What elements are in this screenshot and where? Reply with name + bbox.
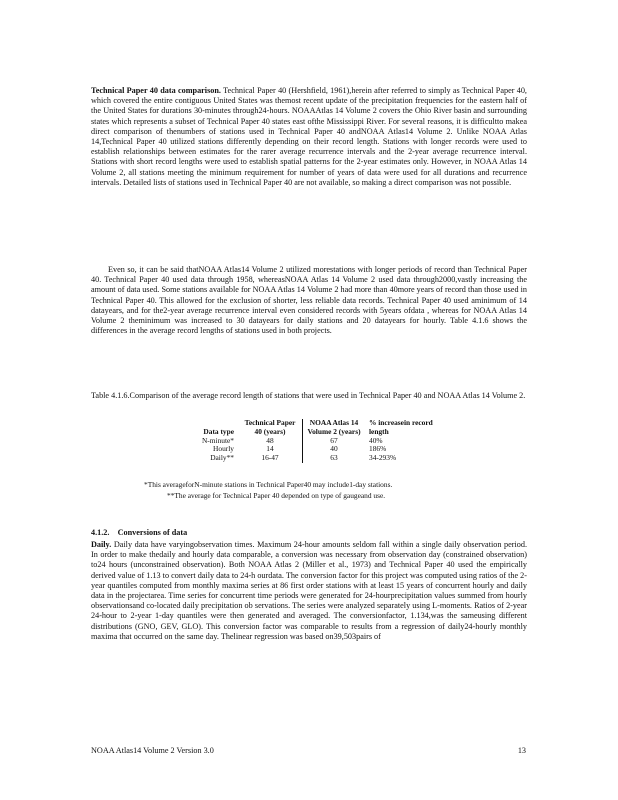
section-title-conversions: Conversions of data — [117, 528, 188, 537]
table-header-data-type: Data type — [203, 426, 234, 436]
table-cell: 67 — [330, 435, 338, 445]
table-header-noaa: NOAA Atlas 14 Volume 2 (years) — [307, 418, 361, 436]
table-cell: 16-47 — [238, 454, 303, 463]
table-cell: 40% — [369, 435, 383, 445]
table-cell: 48 — [238, 437, 303, 446]
table-header-tp40: Technical Paper 40 (years) — [238, 419, 303, 437]
section-title-tp40: Technical Paper 40 data comparison. — [91, 86, 221, 95]
section-heading-conversions — [91, 528, 187, 537]
table-cell: 186% — [369, 444, 387, 454]
table-header-row — [168, 419, 443, 437]
table-cell: 14 — [238, 445, 303, 454]
tp40-paragraph-1 — [91, 86, 527, 188]
tp40-paragraph-2: Even so, it can be said thatNOAA Atlas14 Volume 2 utilized morestations with longer periods of record than Technical Paper 40. Technical Paper 40 used data through 1958, whereasNOAA Atlas 14 Volume 2 used data through2000,vastly increasing the amount of data used. Some stations available for NOAA Atlas 14 Volume 2 had more than 40more years of record than those used in Technical Paper 40. This allowed for the exclusion of shorter, less reliable data records. Technical Paper 40 used aminimum of 14 datayears, and for the2-year average recurrence interval even considered records with 5years ofdata , whereas for NOAA Atlas 14 Volume 2 theminimum was increased to 30 datayears for daily stations and 20 datayears for hourly. Table 4.1.6 shows the differences in the average record lengths of stations used in both projects. — [91, 265, 527, 336]
table-cell: Hourly — [213, 444, 234, 454]
daily-lead: Daily. — [91, 540, 112, 549]
table-footnote-2: **The average for Technical Paper 40 depended on type of gaugeand use. — [167, 491, 386, 500]
tp40-paragraph-1-text: Technical Paper 40 (Hershfield, 1961),herein after referred to simply as Technical Paper 40, which covered the entire contiguous United States was themost recent update of the precipitation frequencies for the eastern half of the United States for durations 30-minutes through24-hours. NOAAAtlas 14 Volume 2 covers the Ohio River basin and surrounding states which represents a subset of Technical Paper 40 states east ofthe Mississippi River. For several reasons, it is difficultto makea direct comparison of thenumbers of stations used in Technical Paper 40 andNOAA Atlas14 Volume 2. Unlike NOAA Atlas 14,Technical Paper 40 utilized stations differently depending on their record length. Stations with longer records were used to establish relationships between estimates for the rarer average recurrence intervals and the 2-year average recurrence interval. Stations with short record lengths were used to establish spatial patterns for the 2-year estimates only. However, in NOAA Atlas 14 Volume 2, all stations meeting the minimum requirement for number of years of data were used for all durations and recurrence intervals. Detailed lists of stations used in Technical Paper 40 are not available, so making a direct comparison was not possible. — [91, 86, 527, 187]
section-number: 4.1.2. — [91, 528, 110, 537]
table-caption: Table 4.1.6.Comparison of the average record length of stations that were used in Technical Paper 40 and NOAA Atlas 14 Volume 2. — [91, 391, 526, 400]
table-header-increase: % increasein record length — [369, 418, 433, 436]
conversions-paragraph — [91, 540, 527, 642]
table-cell: 34-293% — [369, 453, 397, 463]
table-row — [168, 437, 443, 446]
comparison-table — [168, 419, 443, 463]
table-cell: Daily** — [210, 453, 234, 463]
table-cell: 40 — [330, 444, 338, 454]
table-row — [168, 454, 443, 463]
conversions-paragraph-text: Daily data have varyingobservation times. Maximum 24-hour amounts seldom fall within a single daily observation period. In order to make thedaily and hourly data comparable, a conversion was necessary from observation day (constrained observation) to24 hours (unconstrained observation). Both NOAA Atlas 2 (Miller et al., 1973) and Technical Paper 40 used the empirically derived value of 1.13 to convert daily data to 24-h ourdata. The conversion factor for this project was computed using ratios of the 2-year quantiles computed from monthly maxima series at 86 first order stations with at least 15 years of concurrent hourly and daily data in the projectarea. Time series for concurrent time periods were generated for 24-hourprecipitation values summed from hourly observationsand co-located daily precipitation ob servations. The series were analyzed separately using L-moments. Ratios of 2-year 24-hour to 2-year 1-day quantiles were then generated and averaged. The conversionfactor, 1.134,was the sameusing different distributions (GNO, GEV, GLO). This conversion factor was comparable to results from a regression of daily24-hourly monthly maxima that occurred on the same day. Thelinear regression was based on39,503pairs of — [91, 540, 527, 641]
table-cell: N-minute* — [201, 435, 234, 445]
table-cell: 63 — [330, 453, 338, 463]
footer-title: NOAA Atlas14 Volume 2 Version 3.0 — [91, 746, 214, 755]
table-footnote-1: *This averageforN-minute stations in Technical Paper40 may include1-day stations. — [144, 480, 393, 489]
page-number: 13 — [517, 746, 526, 755]
